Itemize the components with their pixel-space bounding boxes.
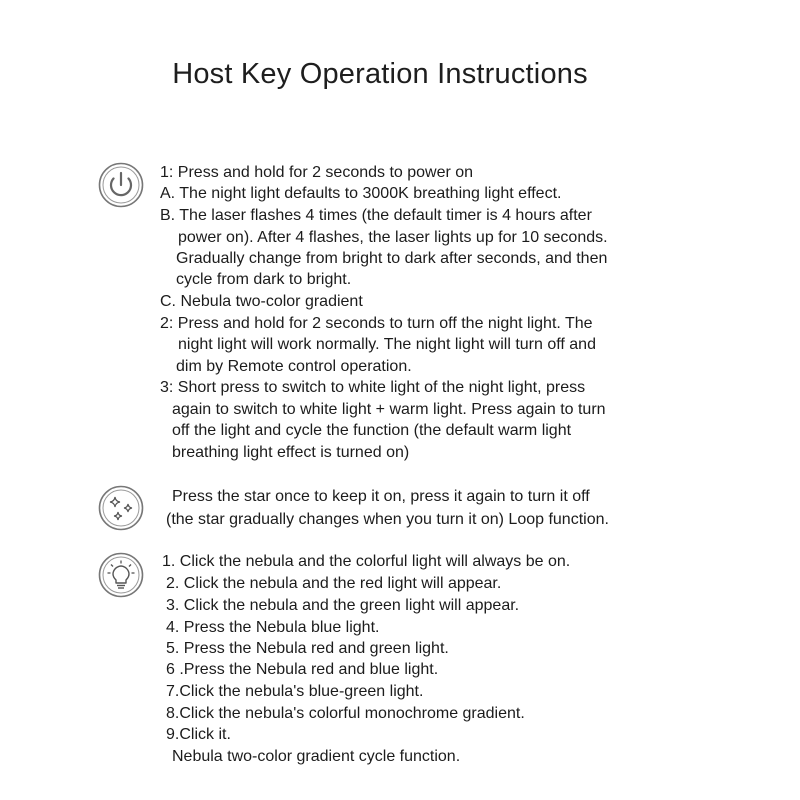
nebula-step-1: 1. Click the nebula and the colorful light will always be on. (162, 553, 571, 570)
star-instruction-cont: (the star gradually changes when you turn it on) Loop function. (166, 511, 609, 528)
nebula-step-8: 8.Click the nebula's colorful monochrome gradient. (166, 705, 525, 722)
power-step-3-cont: off the light and cycle the function (the default warm light (172, 422, 572, 439)
nebula-step-6: 6 .Press the Nebula red and blue light. (166, 661, 439, 678)
power-step-2: 2: Press and hold for 2 seconds to turn off the night light. The (160, 315, 593, 332)
power-step-2-cont: night light will work normally. The night light will turn off and (178, 336, 596, 353)
power-step-3-cont: breathing light effect is turned on) (172, 444, 410, 461)
page-title: Host Key Operation Instructions (172, 58, 588, 90)
nebula-cycle-note: Nebula two-color gradient cycle function. (172, 748, 461, 765)
power-step-3: 3: Short press to switch to white light of the night light, press (160, 379, 586, 396)
nebula-step-3: 3. Click the nebula and the green light will appear. (166, 597, 520, 614)
nebula-bulb-icon (98, 552, 144, 598)
nebula-step-2: 2. Click the nebula and the red light will appear. (166, 575, 502, 592)
star-icon (98, 485, 144, 531)
nebula-step-4: 4. Press the Nebula blue light. (166, 619, 380, 636)
power-step-c: C. Nebula two-color gradient (160, 293, 363, 310)
power-step-b-cont: Gradually change from bright to dark after seconds, and then (176, 250, 608, 267)
power-step-b: B. The laser flashes 4 times (the default timer is 4 hours after (160, 207, 592, 224)
power-step-3-cont: again to switch to white light + warm light. Press again to turn (172, 401, 606, 418)
nebula-step-9: 9.Click it. (166, 726, 231, 743)
star-instruction: Press the star once to keep it on, press it again to turn it off (172, 488, 590, 505)
nebula-step-7: 7.Click the nebula's blue-green light. (166, 683, 424, 700)
power-step-b-cont: cycle from dark to bright. (176, 271, 352, 288)
nebula-step-5: 5. Press the Nebula red and green light. (166, 640, 449, 657)
power-step-a: A. The night light defaults to 3000K breathing light effect. (160, 185, 562, 202)
power-icon (98, 162, 144, 208)
power-step-b-cont: power on). After 4 flashes, the laser lights up for 10 seconds. (178, 229, 608, 246)
power-step-2-cont: dim by Remote control operation. (176, 358, 412, 375)
power-step-1: 1: Press and hold for 2 seconds to power on (160, 164, 474, 181)
